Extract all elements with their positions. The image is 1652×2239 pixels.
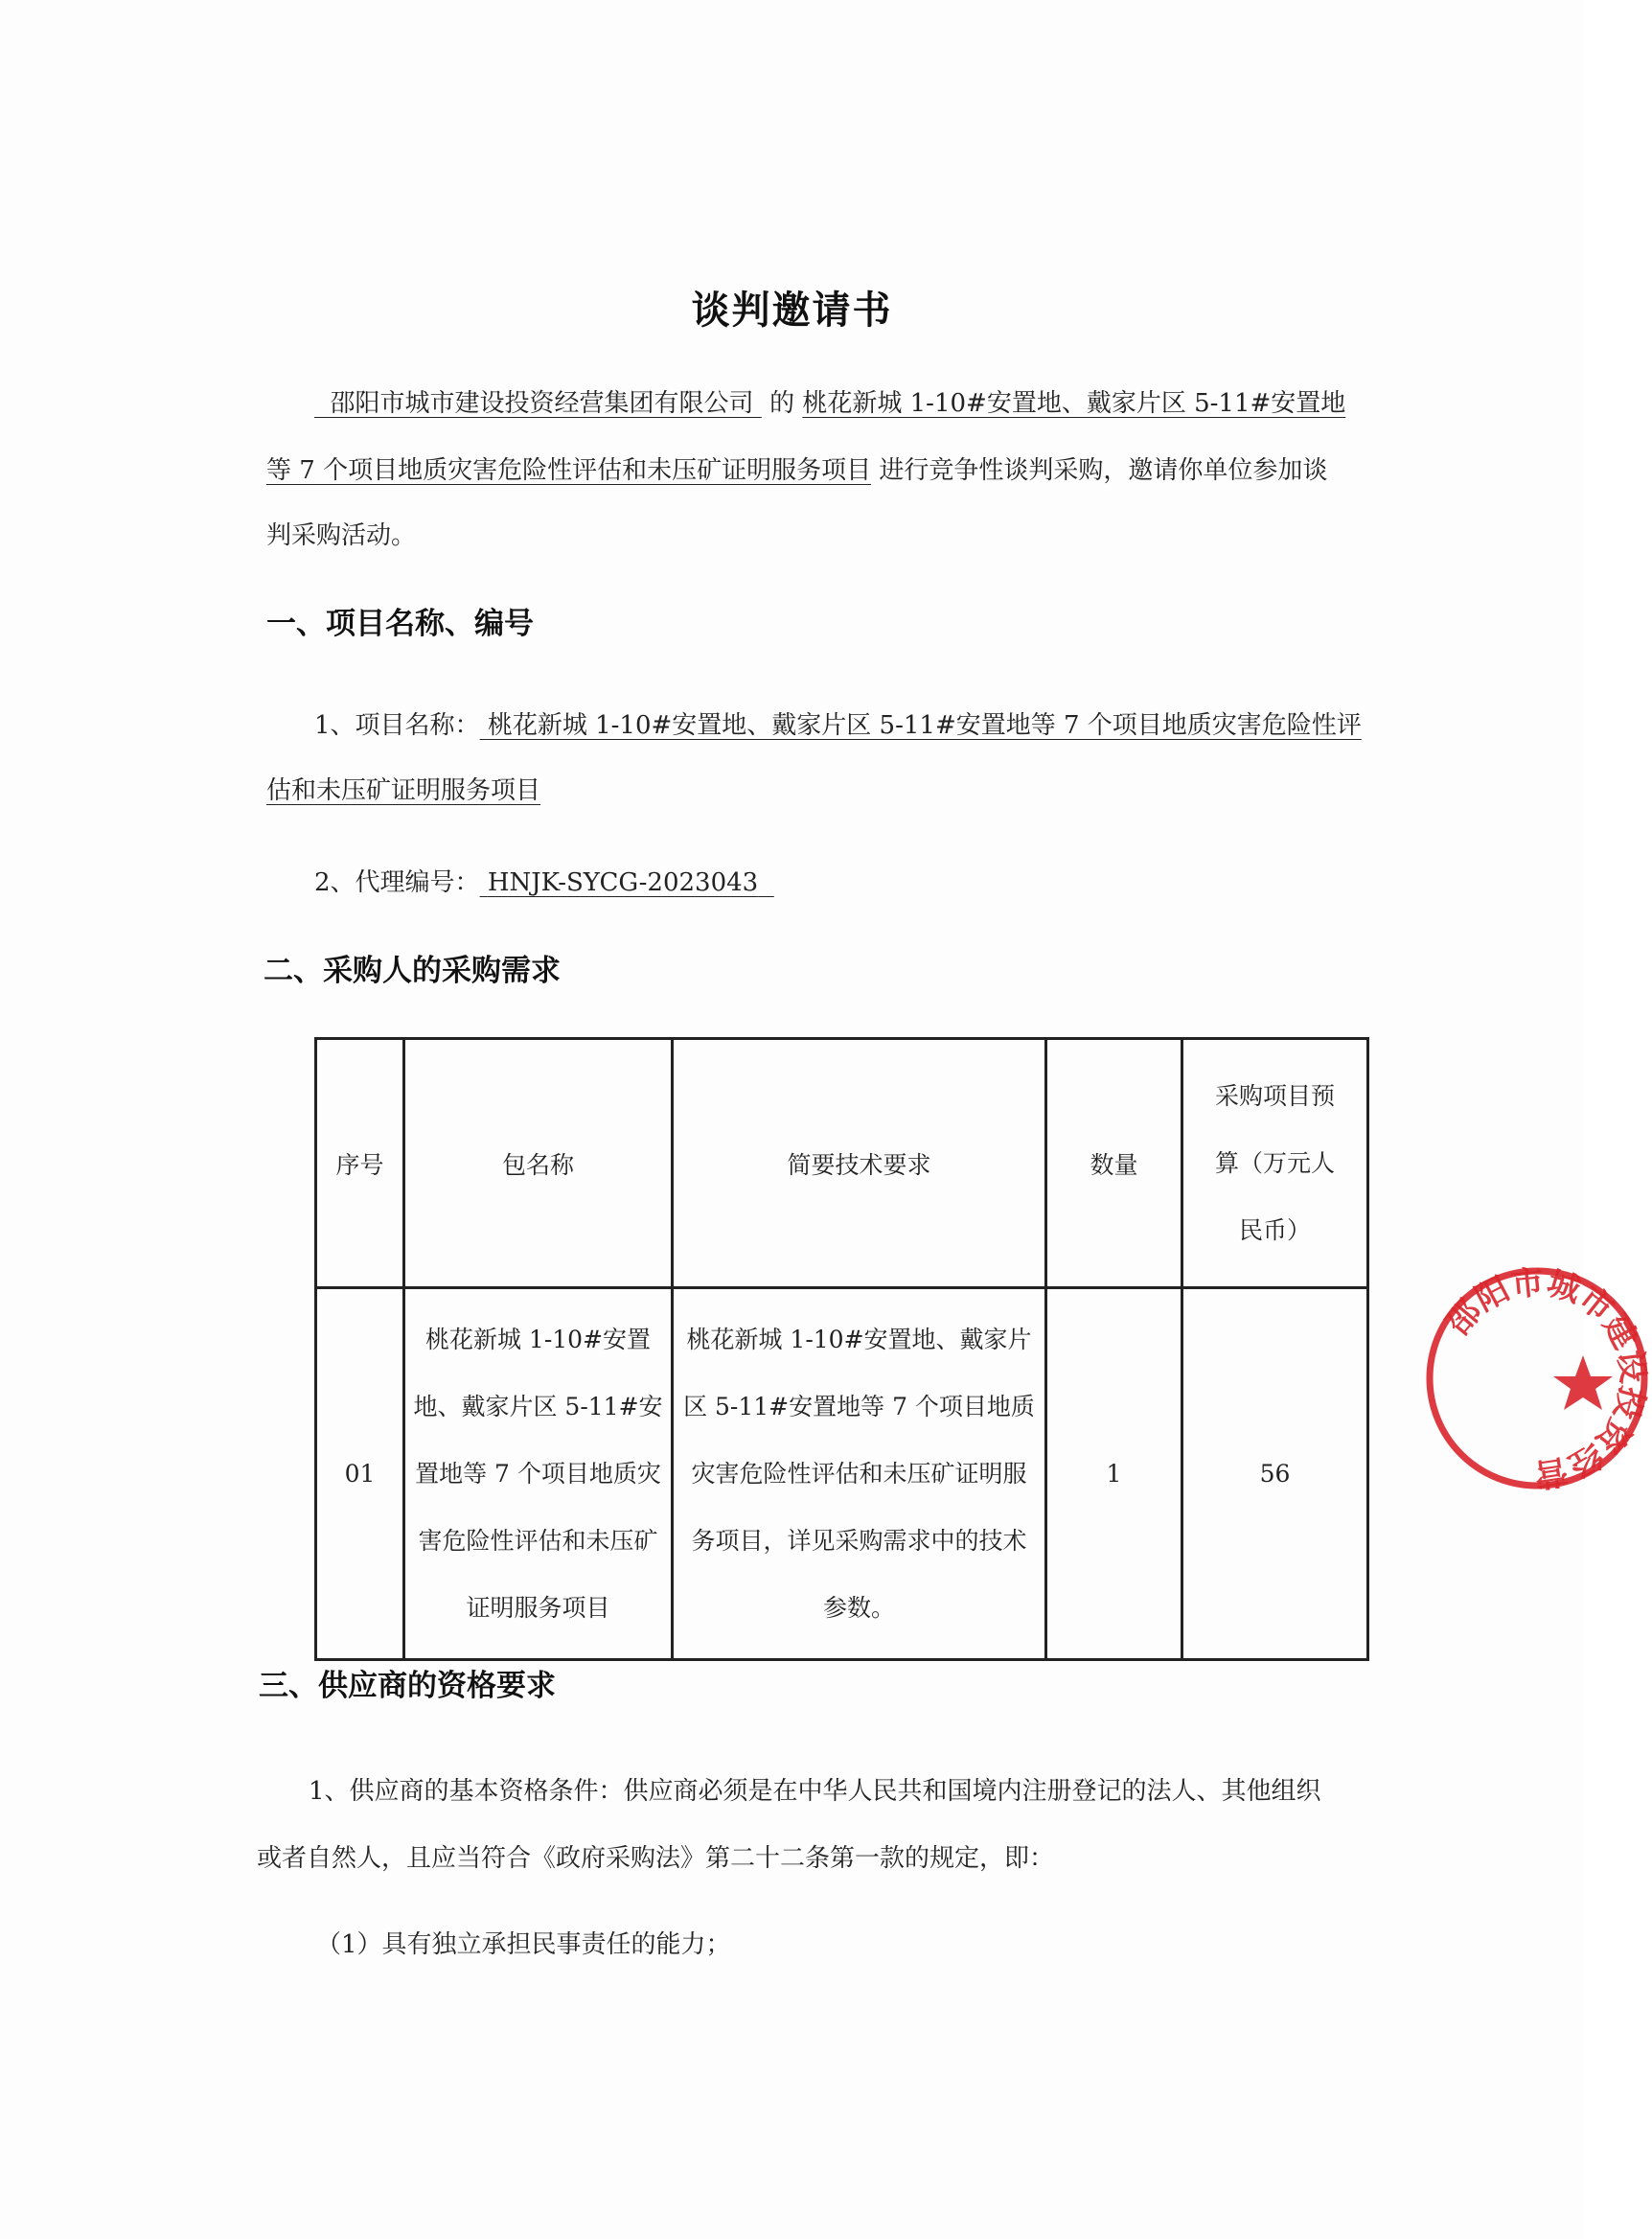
- agency-code-value: HNJK-SYCG-2023043: [487, 868, 759, 897]
- table-row: [316, 1288, 1368, 1660]
- intro-connector: 的: [769, 389, 795, 418]
- cell-quantity: 1: [1046, 1288, 1182, 1660]
- header-quantity: 数量: [1046, 1039, 1182, 1288]
- company-seal-stamp: [1422, 1263, 1652, 1493]
- intro-line-3: 判采购活动。: [266, 521, 417, 550]
- page-title: 谈判邀请书: [691, 289, 893, 333]
- agency-code-label: 2、代理编号：: [314, 868, 480, 897]
- project-name-value-2: 估和未压矿证明服务项目: [266, 776, 541, 805]
- purchaser-name: 邵阳市城市建设投资经营集团有限公司: [330, 389, 754, 418]
- table-header-row: [316, 1039, 1368, 1288]
- procurement-table: [314, 1037, 1369, 1661]
- header-budget: 采购项目预算（万元人民币）: [1182, 1039, 1368, 1288]
- intro-line-1: [314, 391, 1345, 416]
- intro-project-part1: 桃花新城 1-10#安置地、戴家片区 5-11#安置地: [802, 389, 1346, 418]
- project-name-line-2: [266, 778, 540, 803]
- project-name-line-1: [314, 713, 1362, 738]
- intro-tail: 进行竞争性谈判采购，邀请你单位参加谈: [879, 456, 1328, 485]
- intro-line-2: [266, 458, 1327, 483]
- intro-project-part2: 等 7 个项目地质灾害危险性评估和未压矿证明服务项目: [266, 456, 872, 485]
- qualification-item-1: （1）具有独立承担民事责任的能力；: [316, 1930, 731, 1959]
- cell-package: 桃花新城 1-10#安置地、戴家片区 5-11#安置地等 7 个项目地质灾害危险性评估和未压矿证明服务项目: [404, 1288, 673, 1660]
- header-no: 序号: [316, 1039, 404, 1288]
- svg-text:邵阳市城市建设投资经营: 邵阳市城市建设投资经营: [1438, 1263, 1652, 1493]
- cell-budget: 56: [1182, 1288, 1368, 1660]
- project-name-value-1: 桃花新城 1-10#安置地、戴家片区 5-11#安置地等 7 个项目地质灾害危险性评: [487, 711, 1362, 740]
- header-requirement: 简要技术要求: [673, 1039, 1046, 1288]
- header-package: 包名称: [404, 1039, 673, 1288]
- project-name-label: 1、项目名称：: [314, 711, 480, 740]
- cell-requirement: 桃花新城 1-10#安置地、戴家片区 5-11#安置地等 7 个项目地质灾害危险性评估和未压矿证明服务项目，详见采购需求中的技术参数。: [673, 1288, 1046, 1660]
- section-1-heading: 一、项目名称、编号: [266, 607, 534, 641]
- section-3-heading: 三、供应商的资格要求: [259, 1669, 556, 1703]
- qualification-line-2: 或者自然人，且应当符合《政府采购法》第二十二条第一款的规定，即：: [257, 1844, 1055, 1873]
- section-2-heading: 二、采购人的采购需求: [264, 954, 561, 988]
- cell-no: 01: [316, 1288, 404, 1660]
- qualification-line-1: 1、供应商的基本资格条件：供应商必须是在中华人民共和国境内注册登记的法人、其他组织: [309, 1777, 1321, 1806]
- agency-code-line: [314, 870, 774, 895]
